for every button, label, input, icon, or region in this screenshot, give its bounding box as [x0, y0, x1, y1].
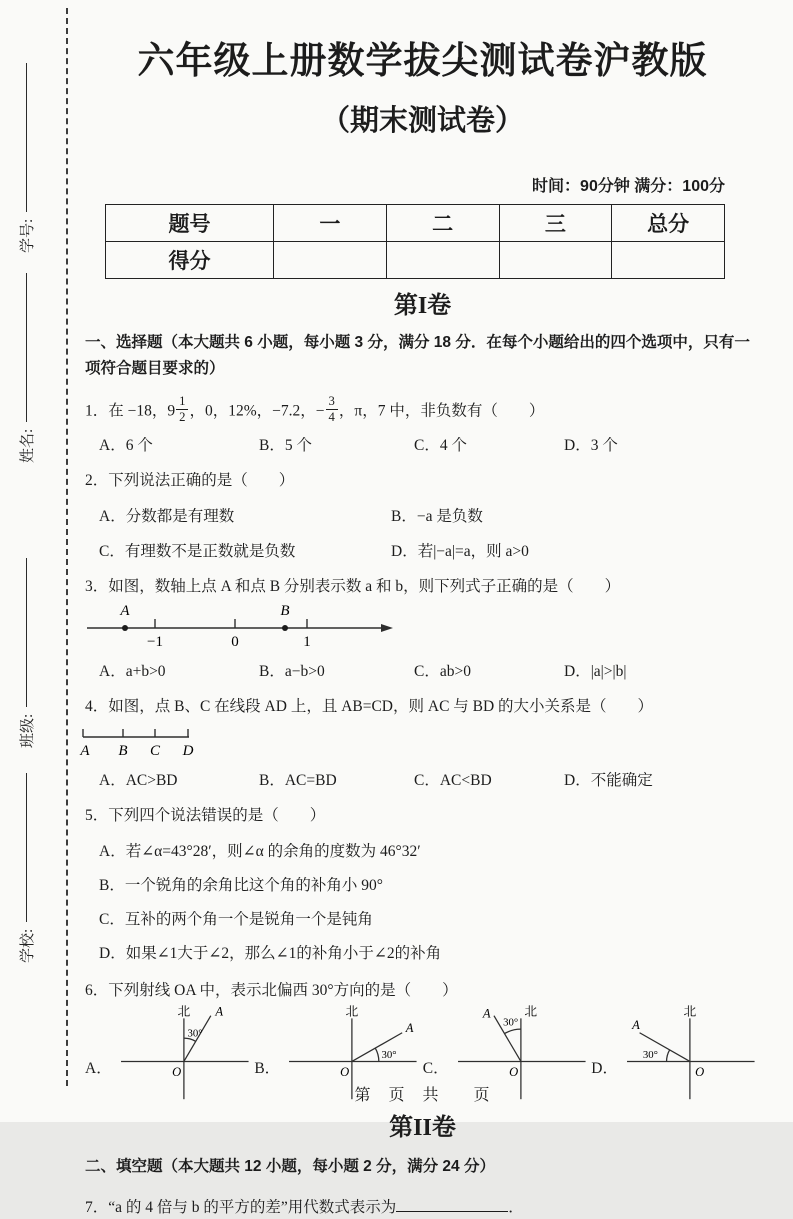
- fraction-denominator: 2: [179, 410, 186, 425]
- score-cell: [499, 242, 612, 279]
- paper-content: [80, 0, 760, 1219]
- segment-svg: [81, 727, 199, 761]
- question-4-stem: 4．如图，点 B、C 在线段 AD 上，且 AB=CD，则 AC 与 BD 的大小关系是（ ）: [85, 698, 654, 716]
- fraction-denominator: 4: [328, 410, 335, 425]
- score-cell: [274, 242, 387, 279]
- axis-arrow-icon: [381, 624, 393, 632]
- class-label: 班级:: [19, 713, 36, 748]
- question-3-stem: 3．如图，数轴上点 A 和点 B 分别表示数 a 和 b，则下列式子正确的是（ ）: [85, 578, 621, 596]
- north-label: 北: [524, 1004, 537, 1019]
- option-a: A．6 个: [99, 436, 153, 454]
- option-b-label: B．: [254, 1060, 281, 1078]
- student-id-label: 学号:: [19, 218, 36, 253]
- question-7-stem: [85, 1196, 760, 1219]
- segment-label-a: A: [80, 742, 90, 759]
- name-label: 姓名:: [19, 428, 36, 463]
- paper-title: 六年级上册数学拔尖测试卷沪教版: [137, 40, 708, 81]
- score-row-label: 得分: [106, 242, 274, 279]
- paper-subtitle: （期末测试卷）: [320, 105, 524, 137]
- score-cell: [612, 242, 725, 279]
- point-a-label: A: [405, 1020, 414, 1035]
- number-line-figure: [85, 604, 760, 657]
- option-c: C．AC<BD: [414, 771, 492, 789]
- number-line-svg: [85, 604, 395, 652]
- option-c: C．有理数不是正数就是负数: [99, 543, 296, 561]
- school-label: 学校:: [19, 928, 36, 963]
- question-6-stem: 6．下列射线 OA 中，表示北偏西 30°方向的是（ ）: [85, 981, 458, 999]
- question-5-options: [85, 839, 760, 963]
- option-c: C．互补的两个角一个是锐角一个是钝角: [99, 910, 373, 928]
- score-table: [105, 204, 725, 279]
- q1-text-post: ，π，7 中，非负数有（ ）: [338, 402, 545, 420]
- tick-label-1: 1: [303, 634, 311, 651]
- angle-label: 30°: [642, 1048, 658, 1061]
- option-a: A．a+b>0: [99, 663, 166, 681]
- north-label: 北: [345, 1004, 359, 1019]
- option-a: A．若∠α=43°28′，则∠α 的余角的度数为 46°32′: [99, 842, 421, 860]
- option-d: D．|a|>|b|: [564, 663, 627, 681]
- fraction-one-half: [176, 395, 188, 425]
- option-d: D．3 个: [564, 436, 618, 454]
- score-table-header-cell: 一: [274, 205, 387, 242]
- point-a-label: A: [482, 1006, 491, 1021]
- option-b: B．一个锐角的余角比这个角的补角小 90°: [99, 876, 383, 894]
- segment-label-d: D: [182, 742, 194, 759]
- margin-field-class: [15, 558, 37, 748]
- question-2-stem: 2．下列说法正确的是（ ）: [85, 471, 295, 489]
- angle-label: 30°: [381, 1048, 397, 1061]
- margin-field-school: [15, 773, 37, 963]
- option-b: B．5 个: [259, 436, 312, 454]
- option-c: C．4 个: [414, 436, 467, 454]
- time-score-info: 时间：90分钟 满分：100分: [532, 178, 725, 195]
- segment-label-b: B: [118, 742, 128, 759]
- name-write-line: [25, 273, 27, 422]
- point-a-label: A: [632, 1018, 640, 1033]
- section2-heading: 二、填空题（本大题共 12 小题，每小题 2 分，满分 24 分）: [85, 1158, 495, 1176]
- q7-text-post: ．: [508, 1198, 524, 1216]
- student-id-write-line: [25, 63, 27, 212]
- point-a-label: A: [215, 1004, 223, 1019]
- question-3-options: [85, 659, 760, 681]
- option-a-label: A．: [85, 1060, 112, 1078]
- score-table-header-cell: 三: [499, 205, 612, 242]
- q7-text-pre: 7．“a 的 4 倍与 b 的平方的差”用代数式表示为: [85, 1198, 397, 1216]
- segment-figure: [81, 727, 760, 766]
- option-d: D．若|−a|=a，则 a>0: [391, 543, 529, 561]
- origin-label: O: [340, 1064, 350, 1079]
- question-1-stem: [85, 395, 760, 425]
- q1-text-mid: ，0，12%，−7.2，−: [189, 402, 325, 420]
- north-label: 北: [177, 1004, 190, 1019]
- score-cell: [386, 242, 499, 279]
- score-table-header-cell: 总分: [612, 205, 725, 242]
- margin-field-name: [15, 273, 37, 463]
- point-a-dot: [122, 625, 128, 631]
- score-table-header-cell: 题号: [106, 205, 274, 242]
- fill-in-blank: [396, 1196, 508, 1212]
- origin-label: O: [508, 1064, 518, 1079]
- section1-heading: 一、选择题（本大题共 6 小题，每小题 3 分，满分 18 分．在每个小题给出的四个选项中，只有一项符合题目要求的）: [85, 334, 750, 377]
- part1-heading: 第I卷: [393, 293, 452, 319]
- point-b-dot: [282, 625, 288, 631]
- option-d: D．如果∠1大于∠2，那么∠1的补角小于∠2的补角: [99, 944, 442, 962]
- fraction-numerator: 3: [326, 395, 338, 410]
- score-table-header-cell: 二: [386, 205, 499, 242]
- question-5-stem: 5．下列四个说法错误的是（ ）: [85, 806, 326, 824]
- page-footer: 第 页 共 页: [354, 1087, 491, 1104]
- option-b: B．−a 是负数: [391, 508, 483, 526]
- segment-label-c: C: [149, 742, 161, 759]
- angle-label: 30°: [187, 1027, 203, 1040]
- score-table-score-row: [106, 242, 725, 279]
- angle-label: 30°: [502, 1016, 518, 1029]
- cut-line-dashed-border: [66, 8, 68, 1086]
- option-a: A．AC>BD: [99, 771, 178, 789]
- option-c-label: C．: [422, 1060, 449, 1078]
- class-write-line: [25, 558, 27, 707]
- score-table-header-row: [106, 205, 725, 242]
- question-1-options: [85, 433, 760, 455]
- option-d-label: D．: [591, 1060, 618, 1078]
- point-b-label: B: [280, 603, 290, 620]
- fraction-numerator: 1: [176, 395, 188, 410]
- tick-label-0: 0: [231, 634, 239, 651]
- question-2-options: [85, 504, 760, 561]
- part2-heading: 第II卷: [389, 1115, 456, 1142]
- option-d: D．不能确定: [564, 771, 653, 789]
- option-c: C．ab>0: [414, 663, 471, 681]
- margin-field-student-id: [15, 63, 37, 253]
- option-b: B．a−b>0: [259, 663, 325, 681]
- option-b: B．AC=BD: [259, 771, 337, 789]
- fraction-three-quarters: [326, 395, 338, 425]
- origin-label: O: [695, 1064, 705, 1079]
- point-a-label: A: [120, 603, 130, 620]
- north-label: 北: [683, 1004, 697, 1019]
- school-write-line: [25, 773, 27, 922]
- q1-text-pre: 1．在 −18，9: [85, 402, 176, 420]
- question-4-options: [85, 768, 760, 790]
- tick-label-neg1: −1: [147, 634, 163, 651]
- option-a: A．分数都是有理数: [99, 508, 235, 526]
- origin-label: O: [171, 1064, 181, 1079]
